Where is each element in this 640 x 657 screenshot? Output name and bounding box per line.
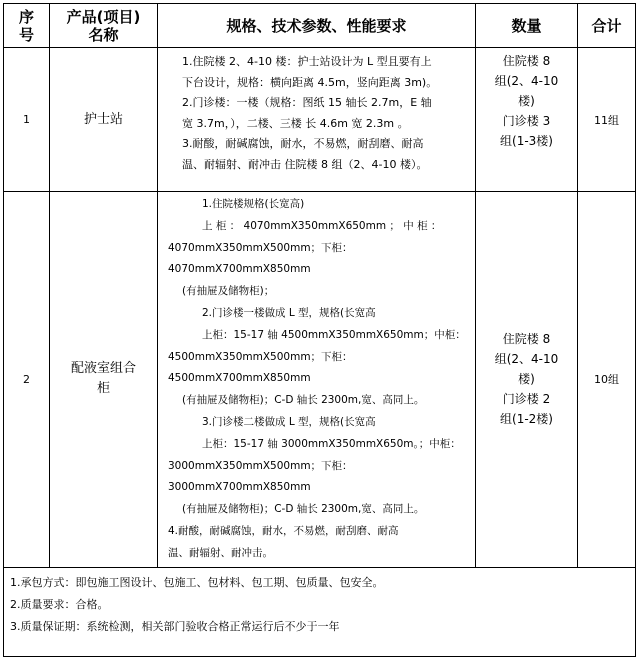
- row-name-line: 配液室组合: [70, 361, 136, 377]
- header-seq-line2: 号: [18, 25, 34, 44]
- table-row: [4, 192, 636, 568]
- spec-line: 上柜：15-17 轴 3000mmX350mmX650m。；中柜：: [202, 437, 461, 450]
- header-spec: 规格、技术参数、性能要求: [158, 4, 476, 48]
- note-line: 3.质量保证期：系统检测，相关部门验收合格正常运行后不少于一年: [10, 619, 340, 633]
- spec-line: 宽 3.7m，），二楼、三楼 长 4.6m 宽 2.3m 。: [182, 116, 409, 130]
- header-product: [50, 4, 158, 48]
- row-seq: 2: [4, 192, 50, 568]
- spec-line: 4070mmX350mmX500mm；下柜：4070mmX700mmX850mm: [168, 241, 353, 276]
- qty-line: 组(1-2楼): [500, 412, 553, 427]
- row-spec: [158, 192, 476, 568]
- spec-line: 下台设计，规格：横向距离 4.5m，竖向距离 3m)。: [182, 75, 438, 89]
- header-row: [4, 4, 636, 48]
- table-row: [4, 48, 636, 192]
- row-qty: [476, 48, 578, 192]
- row-total: 10组: [578, 192, 636, 568]
- spec-line: 温、耐辐射、耐冲击。: [168, 546, 273, 559]
- spec-line: 2.门诊楼一楼做成 L 型，规格(长宽高: [202, 306, 376, 319]
- spec-line: 1.住院楼规格(长宽高): [202, 198, 305, 210]
- spec-line: 4.耐酸，耐碱腐蚀，耐水，不易燃，耐刮磨、耐高: [168, 524, 399, 537]
- row-total: 11组: [578, 48, 636, 192]
- spec-line: 1.住院楼 2、4-10 楼：护士站设计为 L 型且要有上: [182, 55, 432, 68]
- row-name-line: 柜: [96, 381, 110, 397]
- spec-table: [3, 3, 636, 657]
- note-line: 2.质量要求：合格。: [10, 597, 109, 611]
- qty-line: 住院楼 8: [502, 54, 551, 68]
- header-product-line2: 名称: [88, 25, 119, 44]
- qty-line: 楼): [518, 372, 535, 387]
- spec-line: 3.耐酸，耐碱腐蚀，耐水，不易燃，耐刮磨、耐高: [182, 137, 424, 150]
- row-name: [50, 48, 158, 192]
- spec-line: 上 柜 ： 4070mmX350mmX650mm ； 中 柜 ：: [202, 219, 442, 232]
- header-product-line1: 产品(项目): [66, 7, 141, 26]
- row-name-line: 护士站: [83, 111, 123, 127]
- qty-line: 组(2、4-10: [494, 352, 559, 367]
- spec-line: (有抽屉及储物柜)；C-D 轴长 2300m,宽、高同上。: [182, 503, 425, 516]
- spec-line: (有抽屉及储物柜)；C-D 轴长 2300m,宽、高同上。: [182, 394, 425, 407]
- note-line: 1.承包方式：即包施工图设计、包施工、包材料、包工期、包质量、包安全。: [10, 575, 384, 589]
- row-qty: [476, 192, 578, 568]
- qty-line: 组(1-3楼): [500, 134, 553, 148]
- spec-line: 温、耐辐射、耐冲击 住院楼 8 组（2、4-10 楼）。: [182, 157, 428, 171]
- header-seq: [4, 4, 50, 48]
- spec-line: 3000mmX350mmX500mm；下柜：3000mmX700mmX850mm: [168, 459, 353, 494]
- header-seq-line1: 序: [18, 7, 34, 26]
- spec-line: (有抽屉及储物柜)；: [182, 285, 275, 298]
- row-name: [50, 192, 158, 568]
- row-seq: 1: [4, 48, 50, 192]
- notes-cell: [4, 567, 636, 656]
- header-total: 合计: [578, 4, 636, 48]
- row-spec: [158, 48, 476, 192]
- qty-line: 楼): [518, 94, 535, 108]
- spec-line: 2.门诊楼：一楼（规格：图纸 15 轴长 2.7m，E 轴: [182, 96, 432, 109]
- qty-line: 住院楼 8: [502, 332, 551, 347]
- spec-line: 上柜：15-17 轴 4500mmX350mmX650mm；中柜：: [202, 328, 466, 341]
- spec-line: 3.门诊楼二楼做成 L 型，规格(长宽高: [202, 415, 376, 428]
- spec-line: 4500mmX350mmX500mm；下柜：4500mmX700mmX850mm: [168, 350, 353, 385]
- qty-line: 门诊楼 3: [502, 114, 551, 128]
- header-qty: 数量: [476, 4, 578, 48]
- qty-line: 门诊楼 2: [502, 392, 551, 407]
- notes-row: [4, 567, 636, 656]
- qty-line: 组(2、4-10: [494, 74, 559, 88]
